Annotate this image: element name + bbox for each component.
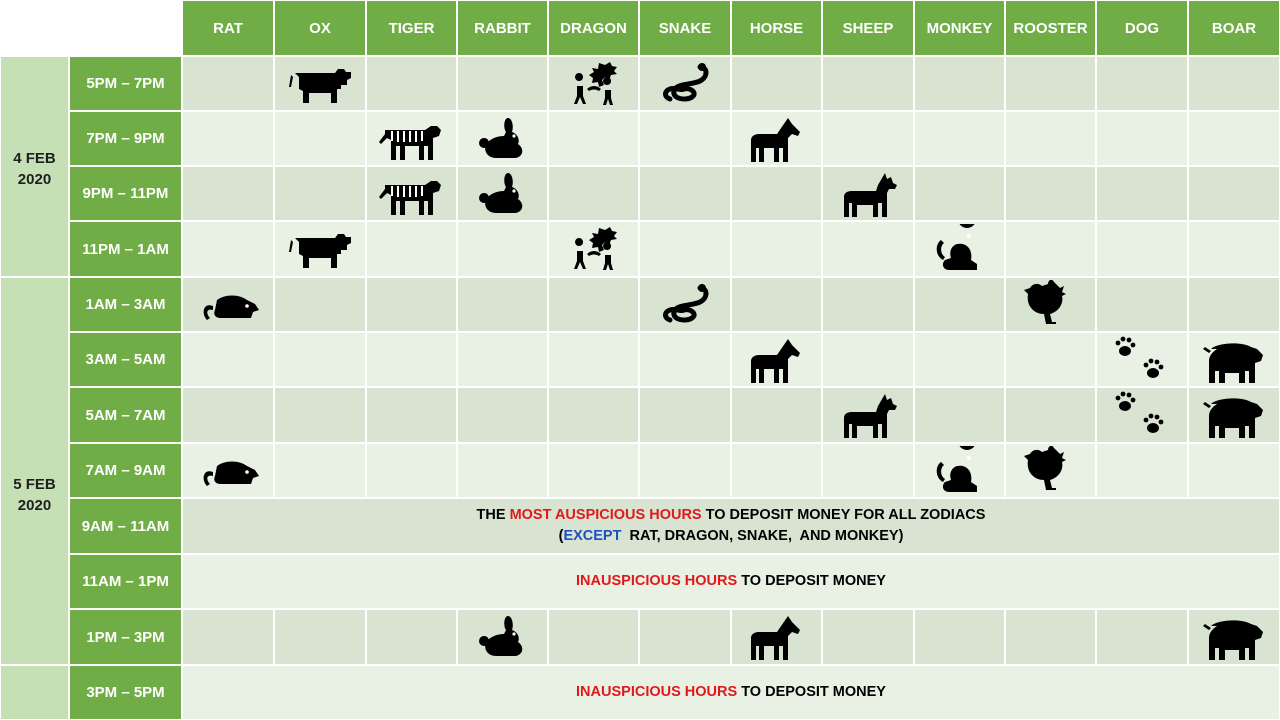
zodiac-cell-rooster [1005,609,1096,665]
zodiac-cell-rabbit [457,332,548,387]
time-slot-label: 1PM – 3PM [69,609,182,665]
zodiac-cell-snake [639,111,731,166]
ox-icon [287,224,353,274]
ox-icon [287,59,353,109]
monkey-icon [927,446,993,496]
rat-icon [195,280,261,330]
zodiac-cell-rabbit [457,443,548,498]
zodiac-cell-ox [274,332,366,387]
column-header-ox: OX [274,0,366,56]
zodiac-cell-dog [1096,111,1188,166]
zodiac-cell-rooster [1005,387,1096,443]
sheep-icon [835,169,901,219]
date-cell [0,277,69,665]
note-line [477,505,986,526]
zodiac-cell-boar [1188,609,1280,665]
zodiac-cell-rat [182,443,274,498]
note-text: RAT, DRAGON, SNAKE, AND MONKEY) [621,528,904,544]
zodiac-cell-rat [182,56,274,111]
zodiac-cell-rat [182,609,274,665]
highlight-blue-text: EXCEPT [563,528,622,544]
zodiac-cell-rooster [1005,56,1096,111]
zodiac-cell-dragon [548,56,639,111]
zodiac-cell-tiger [366,332,457,387]
date-label-line2: 2020 [17,497,52,514]
zodiac-cell-rabbit [457,166,548,221]
deposit-hours-note [182,665,1280,720]
rabbit-icon [470,169,536,219]
zodiac-cell-boar [1188,443,1280,498]
zodiac-cell-rooster [1005,332,1096,387]
note-line [576,571,886,592]
snake-icon [652,59,718,109]
monkey-icon [927,224,993,274]
note-text: THE [476,507,510,523]
zodiac-cell-monkey [914,166,1005,221]
zodiac-cell-horse [731,332,822,387]
zodiac-cell-dragon [548,166,639,221]
column-header-horse: HORSE [731,0,822,56]
zodiac-cell-sheep [822,387,914,443]
zodiac-cell-snake [639,221,731,277]
zodiac-cell-dragon [548,332,639,387]
zodiac-cell-tiger [366,277,457,332]
horse-icon [744,335,810,385]
zodiac-cell-tiger [366,166,457,221]
column-header-rat: RAT [182,0,274,56]
zodiac-cell-sheep [822,332,914,387]
zodiac-cell-horse [731,221,822,277]
zodiac-cell-dog [1096,609,1188,665]
column-header-snake: SNAKE [639,0,731,56]
zodiac-cell-snake [639,387,731,443]
zodiac-cell-rat [182,332,274,387]
zodiac-cell-boar [1188,277,1280,332]
zodiac-cell-monkey [914,221,1005,277]
rooster-icon [1018,446,1084,496]
note-line [559,526,904,547]
zodiac-cell-boar [1188,111,1280,166]
zodiac-cell-boar [1188,56,1280,111]
zodiac-cell-horse [731,111,822,166]
zodiac-cell-tiger [366,111,457,166]
column-header-boar: BOAR [1188,0,1280,56]
zodiac-cell-dog [1096,277,1188,332]
zodiac-cell-horse [731,443,822,498]
zodiac-cell-boar [1188,166,1280,221]
time-slot-label: 9PM – 11PM [69,166,182,221]
zodiac-cell-sheep [822,111,914,166]
rabbit-icon [470,612,536,662]
column-header-monkey: MONKEY [914,0,1005,56]
zodiac-cell-ox [274,221,366,277]
snake-icon [652,280,718,330]
zodiac-cell-sheep [822,277,914,332]
zodiac-cell-rooster [1005,166,1096,221]
column-header-sheep: SHEEP [822,0,914,56]
note-text: TO DEPOSIT MONEY FOR ALL ZODIACS [701,507,986,523]
zodiac-cell-rabbit [457,277,548,332]
date-cell [0,56,69,277]
zodiac-cell-rabbit [457,111,548,166]
zodiac-cell-dog [1096,166,1188,221]
note-line [576,682,886,703]
zodiac-cell-ox [274,111,366,166]
tiger-icon [379,114,445,164]
zodiac-cell-boar [1188,332,1280,387]
zodiac-cell-rat [182,166,274,221]
time-slot-label: 5AM – 7AM [69,387,182,443]
boar-icon [1201,612,1267,662]
zodiac-cell-ox [274,443,366,498]
time-slot-label: 1AM – 3AM [69,277,182,332]
zodiac-cell-ox [274,166,366,221]
time-slot-label: 3AM – 5AM [69,332,182,387]
column-header-rabbit: RABBIT [457,0,548,56]
zodiac-cell-dog [1096,56,1188,111]
zodiac-cell-monkey [914,443,1005,498]
highlight-red-text: INAUSPICIOUS HOURS [576,684,738,700]
rabbit-icon [470,114,536,164]
date-label-line2: 2020 [17,170,52,188]
zodiac-cell-rabbit [457,609,548,665]
zodiac-cell-tiger [366,221,457,277]
rat-icon [195,446,261,496]
zodiac-cell-monkey [914,277,1005,332]
zodiac-cell-dragon [548,387,639,443]
column-header-rooster: ROOSTER [1005,0,1096,56]
zodiac-cell-rat [182,387,274,443]
zodiac-cell-monkey [914,56,1005,111]
boar-icon [1201,390,1267,440]
zodiac-cell-boar [1188,221,1280,277]
zodiac-cell-rat [182,277,274,332]
zodiac-cell-snake [639,277,731,332]
zodiac-cell-rooster [1005,221,1096,277]
rooster-icon [1018,280,1084,330]
zodiac-cell-ox [274,277,366,332]
highlight-red-text: INAUSPICIOUS HOURS [576,573,738,589]
highlight-red-text: MOST AUSPICIOUS HOURS [509,507,702,523]
dog-paws-icon [1109,335,1175,385]
date-label-line1: 4 FEB [13,149,56,167]
zodiac-cell-dog [1096,387,1188,443]
tiger-icon [379,169,445,219]
zodiac-cell-dragon [548,221,639,277]
zodiac-cell-dragon [548,111,639,166]
time-slot-label: 11PM – 1AM [69,221,182,277]
zodiac-cell-tiger [366,609,457,665]
dragon-icon [561,224,627,274]
zodiac-cell-rabbit [457,387,548,443]
date-label-line1: 5 FEB [13,476,56,493]
time-slot-label: 11AM – 1PM [69,554,182,609]
zodiac-cell-dragon [548,443,639,498]
time-slot-label: 9AM – 11AM [69,498,182,554]
zodiac-cell-snake [639,56,731,111]
zodiac-cell-rabbit [457,221,548,277]
zodiac-cell-tiger [366,443,457,498]
zodiac-cell-rabbit [457,56,548,111]
zodiac-cell-horse [731,387,822,443]
horse-icon [744,114,810,164]
zodiac-cell-rooster [1005,111,1096,166]
column-header-tiger: TIGER [366,0,457,56]
note-text: ( [558,528,564,544]
zodiac-cell-rat [182,111,274,166]
zodiac-cell-sheep [822,609,914,665]
time-slot-label: 3PM – 5PM [69,665,182,720]
zodiac-cell-monkey [914,111,1005,166]
zodiac-cell-dog [1096,443,1188,498]
dog-paws-icon [1109,390,1175,440]
zodiac-cell-monkey [914,387,1005,443]
zodiac-cell-dog [1096,332,1188,387]
dragon-icon [561,59,627,109]
deposit-hours-note [182,554,1280,609]
sheep-icon [835,390,901,440]
zodiac-cell-rooster [1005,443,1096,498]
corner-cell [0,0,182,56]
zodiac-cell-snake [639,332,731,387]
note-text: TO DEPOSIT MONEY [737,684,886,700]
time-slot-label: 7PM – 9PM [69,111,182,166]
zodiac-cell-sheep [822,221,914,277]
horse-icon [744,612,810,662]
note-text: TO DEPOSIT MONEY [737,573,886,589]
date-cell [0,665,69,720]
time-slot-label: 7AM – 9AM [69,443,182,498]
zodiac-cell-monkey [914,609,1005,665]
zodiac-cell-boar [1188,387,1280,443]
zodiac-cell-dog [1096,221,1188,277]
zodiac-cell-tiger [366,387,457,443]
zodiac-cell-ox [274,387,366,443]
zodiac-cell-horse [731,277,822,332]
deposit-hours-note [182,498,1280,554]
zodiac-cell-monkey [914,332,1005,387]
column-header-dog: DOG [1096,0,1188,56]
zodiac-cell-sheep [822,166,914,221]
zodiac-cell-snake [639,609,731,665]
zodiac-cell-snake [639,443,731,498]
zodiac-cell-sheep [822,443,914,498]
boar-icon [1201,335,1267,385]
zodiac-cell-horse [731,56,822,111]
zodiac-cell-rat [182,221,274,277]
time-slot-label: 5PM – 7PM [69,56,182,111]
zodiac-cell-tiger [366,56,457,111]
zodiac-cell-snake [639,166,731,221]
column-header-dragon: DRAGON [548,0,639,56]
zodiac-cell-sheep [822,56,914,111]
zodiac-cell-horse [731,609,822,665]
zodiac-cell-dragon [548,609,639,665]
zodiac-cell-horse [731,166,822,221]
zodiac-cell-dragon [548,277,639,332]
zodiac-cell-ox [274,56,366,111]
zodiac-cell-ox [274,609,366,665]
zodiac-cell-rooster [1005,277,1096,332]
